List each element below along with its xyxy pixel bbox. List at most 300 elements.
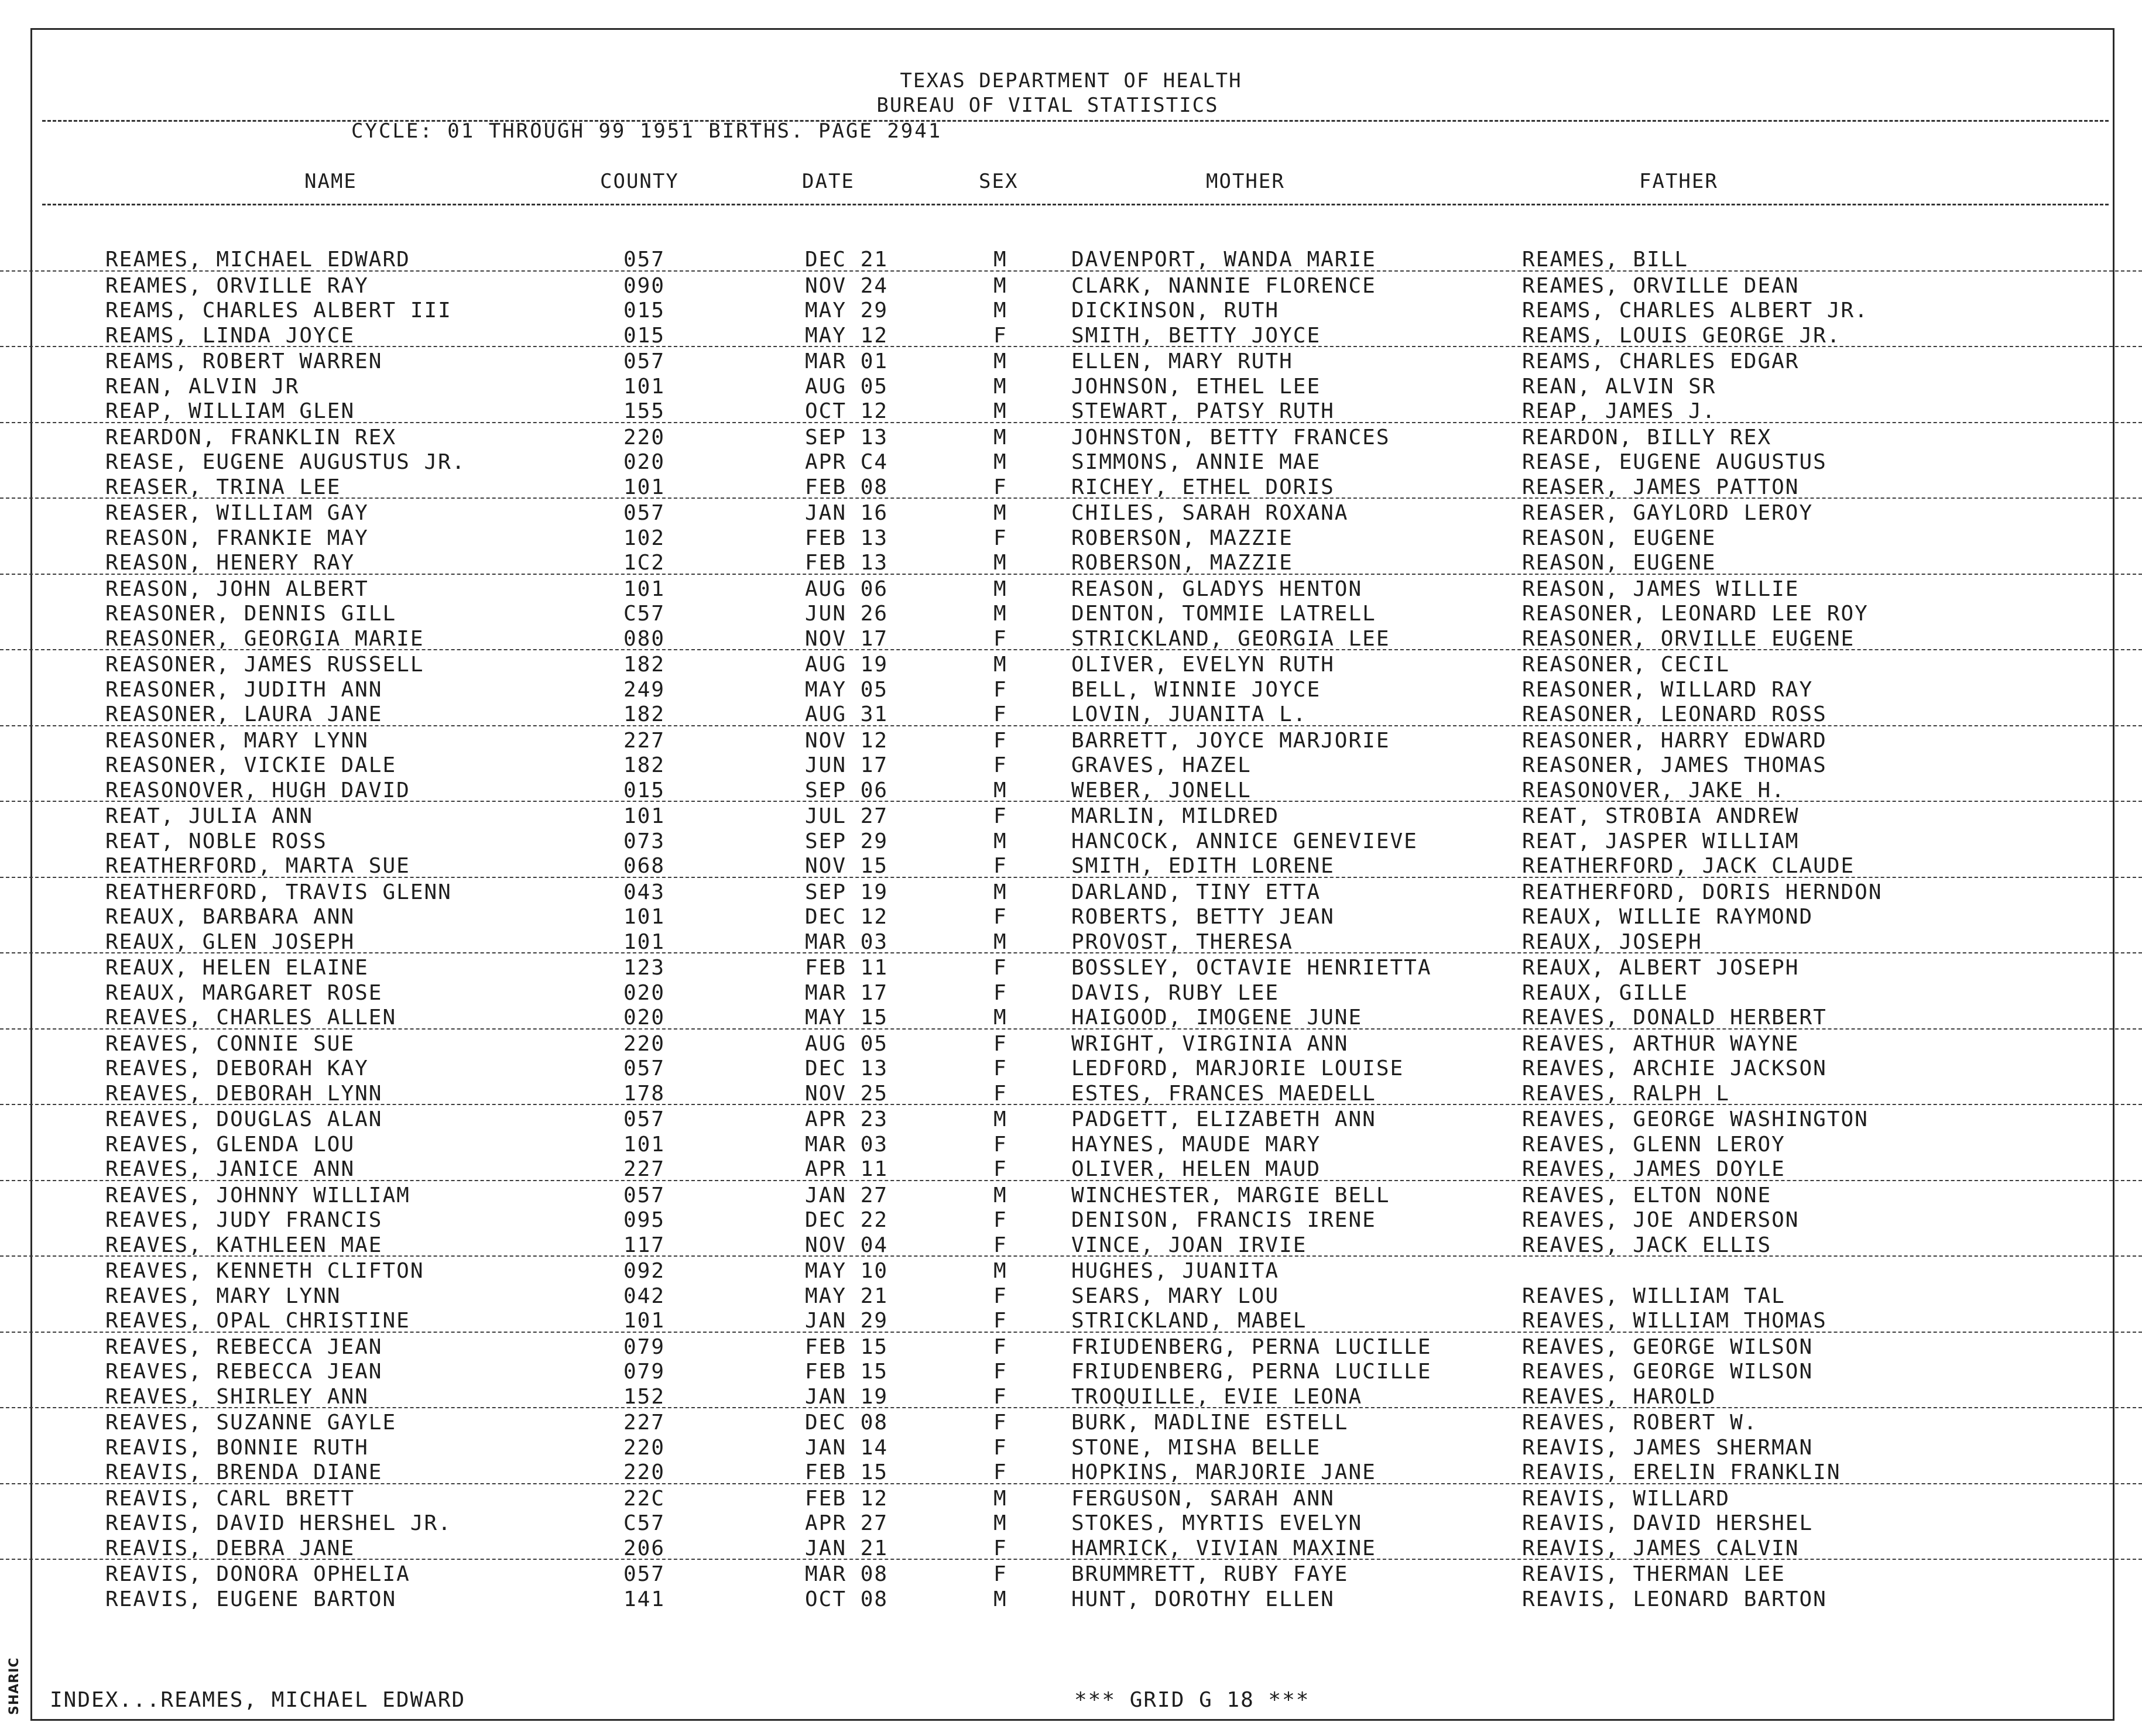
births-table xyxy=(0,245,2142,1610)
table-row xyxy=(0,1257,2142,1282)
cell-name: REAN, ALVIN JR xyxy=(105,374,300,399)
table-row xyxy=(0,1433,2142,1459)
cell-mother: STEWART, PATSY RUTH xyxy=(1071,399,1335,423)
cell-name: REASER, TRINA LEE xyxy=(105,475,341,499)
table-row xyxy=(0,1509,2142,1534)
cell-father: REAMS, CHARLES ALBERT JR. xyxy=(1522,299,1869,323)
table-row xyxy=(0,347,2142,372)
cell-father: REASONOVER, JAKE H. xyxy=(1522,778,1785,802)
table-row xyxy=(0,928,2142,954)
cell-date: MAY 12 xyxy=(805,323,889,348)
cell-mother: DAVIS, RUBY LEE xyxy=(1071,980,1280,1005)
cell-sex: M xyxy=(993,1183,1007,1207)
table-row xyxy=(0,979,2142,1004)
cell-sex: F xyxy=(993,526,1007,550)
cell-father: REAVIS, THERMAN LEE xyxy=(1522,1562,1785,1586)
cell-sex: F xyxy=(993,854,1007,878)
cell-name: REAMS, CHARLES ALBERT III xyxy=(105,299,452,323)
cell-mother: FERGUSON, SARAH ANN xyxy=(1071,1486,1335,1511)
cell-mother: BRUMMRETT, RUBY FAYE xyxy=(1071,1562,1349,1586)
cell-mother: CLARK, NANNIE FLORENCE xyxy=(1071,273,1376,298)
cell-sex: F xyxy=(993,804,1007,828)
column-header-county: COUNTY xyxy=(600,170,679,193)
cell-father: REASONER, HARRY EDWARD xyxy=(1522,728,1827,753)
cell-mother: BARRETT, JOYCE MARJORIE xyxy=(1071,728,1390,753)
cell-mother: HOPKINS, MARJORIE JANE xyxy=(1071,1460,1376,1484)
cell-father: REAVES, GEORGE WILSON xyxy=(1522,1360,1814,1384)
cell-name: REAVES, KATHLEEN MAE xyxy=(105,1233,383,1257)
cell-mother: LOVIN, JUANITA L. xyxy=(1071,702,1307,726)
cell-father: REATHERFORD, JACK CLAUDE xyxy=(1522,854,1855,878)
cell-county: 220 xyxy=(623,425,666,450)
column-header-sex: SEX xyxy=(979,170,1019,193)
cell-mother: HAMRICK, VIVIAN MAXINE xyxy=(1071,1536,1376,1560)
cell-date: FEB 15 xyxy=(805,1460,889,1484)
cell-mother: DICKINSON, RUTH xyxy=(1071,299,1280,323)
cell-date: MAR 03 xyxy=(805,929,889,954)
table-row xyxy=(0,1458,2142,1484)
cell-date: AUG 06 xyxy=(805,577,889,601)
cell-mother: SMITH, EDITH LORENE xyxy=(1071,854,1335,878)
cell-mother: STONE, MISHA BELLE xyxy=(1071,1435,1321,1460)
cell-county: 057 xyxy=(623,1107,666,1131)
cell-name: REASE, EUGENE AUGUSTUS JR. xyxy=(105,450,466,474)
cell-sex: F xyxy=(993,1435,1007,1460)
cell-sex: M xyxy=(993,880,1007,904)
cell-sex: M xyxy=(993,1511,1007,1535)
cell-name: REASONER, MARY LYNN xyxy=(105,728,369,753)
cell-sex: M xyxy=(993,501,1007,525)
table-row xyxy=(0,1357,2142,1382)
cell-father: REASONER, LEONARD LEE ROY xyxy=(1522,602,1869,626)
cell-name: REAVIS, BRENDA DIANE xyxy=(105,1460,383,1484)
cell-name: REAVES, JANICE ANN xyxy=(105,1157,355,1181)
cell-county: 101 xyxy=(623,1132,666,1157)
cell-county: 020 xyxy=(623,980,666,1005)
cell-date: SEP 29 xyxy=(805,829,889,853)
cell-name: REAVIS, DAVID HERSHEL JR. xyxy=(105,1511,452,1535)
cell-name: REAUX, GLEN JOSEPH xyxy=(105,929,355,954)
cell-date: FEB 08 xyxy=(805,475,889,499)
table-row xyxy=(0,473,2142,499)
cell-name: REAVES, JOHNNY WILLIAM xyxy=(105,1183,410,1207)
cell-county: 101 xyxy=(623,905,666,929)
cell-name: REAVIS, DEBRA JANE xyxy=(105,1536,355,1560)
cell-county: 182 xyxy=(623,753,666,777)
cell-father: REAVES, ARTHUR WAYNE xyxy=(1522,1031,1800,1056)
cell-name: REAVES, SHIRLEY ANN xyxy=(105,1384,369,1409)
cell-date: JAN 14 xyxy=(805,1435,889,1460)
cell-sex: F xyxy=(993,1233,1007,1257)
cell-father: REAVIS, LEONARD BARTON xyxy=(1522,1587,1827,1611)
cell-county: 220 xyxy=(623,1031,666,1056)
table-row xyxy=(0,1181,2142,1206)
cell-sex: F xyxy=(993,1562,1007,1586)
cell-county: 068 xyxy=(623,854,666,878)
column-header-father: FATHER xyxy=(1639,170,1718,193)
cell-name: REAVES, KENNETH CLIFTON xyxy=(105,1259,424,1283)
cell-sex: F xyxy=(993,1384,1007,1409)
cell-date: MAY 10 xyxy=(805,1259,889,1283)
cell-county: 079 xyxy=(623,1360,666,1384)
cell-date: FEB 12 xyxy=(805,1486,889,1511)
cell-date: DEC 08 xyxy=(805,1411,889,1435)
cell-name: REATHERFORD, MARTA SUE xyxy=(105,854,410,878)
cell-date: MAR 03 xyxy=(805,1132,889,1157)
cell-county: 227 xyxy=(623,1157,666,1181)
cell-date: FEB 13 xyxy=(805,551,889,575)
cell-name: REAVIS, DONORA OPHELIA xyxy=(105,1562,410,1586)
cell-sex: F xyxy=(993,1284,1007,1308)
cell-mother: SMITH, BETTY JOYCE xyxy=(1071,323,1321,348)
cell-date: MAR 01 xyxy=(805,349,889,373)
cell-sex: F xyxy=(993,702,1007,726)
cell-name: REASON, JOHN ALBERT xyxy=(105,577,369,601)
cell-county: 043 xyxy=(623,880,666,904)
cell-mother: FRIUDENBERG, PERNA LUCILLE xyxy=(1071,1360,1432,1384)
cell-name: REAVES, REBECCA JEAN xyxy=(105,1360,383,1384)
cell-father: REAVIS, JAMES SHERMAN xyxy=(1522,1435,1814,1460)
cell-sex: M xyxy=(993,577,1007,601)
cell-county: 020 xyxy=(623,1006,666,1030)
cell-date: NOV 25 xyxy=(805,1081,889,1106)
cell-county: C57 xyxy=(623,602,666,626)
cell-date: MAY 05 xyxy=(805,677,889,702)
table-row xyxy=(0,321,2142,348)
cell-county: 249 xyxy=(623,677,666,702)
cell-mother: WEBER, JONELL xyxy=(1071,778,1252,802)
table-row xyxy=(0,1130,2142,1155)
cell-date: MAY 21 xyxy=(805,1284,889,1308)
cell-name: REASONER, GEORGIA MARIE xyxy=(105,626,424,651)
cell-sex: F xyxy=(993,1208,1007,1232)
cell-father: REAVES, JOE ANDERSON xyxy=(1522,1208,1800,1232)
cell-sex: M xyxy=(993,349,1007,373)
cell-date: JUN 26 xyxy=(805,602,889,626)
table-row xyxy=(0,1105,2142,1130)
cell-county: 102 xyxy=(623,526,666,550)
cell-sex: F xyxy=(993,1360,1007,1384)
cell-name: REASONER, VICKIE DALE xyxy=(105,753,397,777)
table-row xyxy=(0,650,2142,675)
cell-date: JAN 21 xyxy=(805,1536,889,1560)
cell-father: REAVES, ROBERT W. xyxy=(1522,1411,1758,1435)
cell-county: 220 xyxy=(623,1435,666,1460)
cell-father: REAMS, LOUIS GEORGE JR. xyxy=(1522,323,1841,348)
table-row xyxy=(0,1231,2142,1257)
cell-father: REASER, GAYLORD LEROY xyxy=(1522,501,1814,525)
cell-sex: M xyxy=(993,1486,1007,1511)
cell-name: REAVES, REBECCA JEAN xyxy=(105,1334,383,1359)
cell-mother: MARLIN, MILDRED xyxy=(1071,804,1280,828)
cell-county: 101 xyxy=(623,1309,666,1333)
side-mark: SHARIC xyxy=(7,1657,22,1715)
table-row xyxy=(0,1030,2142,1055)
cell-sex: F xyxy=(993,1309,1007,1333)
table-row xyxy=(0,802,2142,827)
table-row xyxy=(0,499,2142,524)
table-row xyxy=(0,548,2142,575)
cell-county: 155 xyxy=(623,399,666,423)
cell-sex: M xyxy=(993,1006,1007,1030)
cell-county: 22C xyxy=(623,1486,666,1511)
cell-date: AUG 05 xyxy=(805,374,889,399)
cell-mother: WINCHESTER, MARGIE BELL xyxy=(1071,1183,1390,1207)
cell-mother: ROBERSON, MAZZIE xyxy=(1071,526,1293,550)
cell-father: REAP, JAMES J. xyxy=(1522,399,1716,423)
cell-name: REASON, FRANKIE MAY xyxy=(105,526,369,550)
cell-date: SEP 19 xyxy=(805,880,889,904)
cell-father: REAVES, GEORGE WILSON xyxy=(1522,1334,1814,1359)
cell-mother: STRICKLAND, MABEL xyxy=(1071,1309,1307,1333)
cell-mother: TROQUILLE, EVIE LEONA xyxy=(1071,1384,1363,1409)
cell-mother: BOSSLEY, OCTAVIE HENRIETTA xyxy=(1071,956,1432,980)
cell-father: REAVES, ARCHIE JACKSON xyxy=(1522,1056,1827,1080)
cell-date: APR 11 xyxy=(805,1157,889,1181)
cell-mother: CHILES, SARAH ROXANA xyxy=(1071,501,1349,525)
table-row xyxy=(0,878,2142,903)
cell-county: 090 xyxy=(623,273,666,298)
cell-sex: F xyxy=(993,475,1007,499)
cell-mother: DENTON, TOMMIE LATRELL xyxy=(1071,602,1376,626)
cell-mother: DENISON, FRANCIS IRENE xyxy=(1071,1208,1376,1232)
table-row xyxy=(0,1484,2142,1509)
cell-name: REAVES, JUDY FRANCIS xyxy=(105,1208,383,1232)
cell-county: 015 xyxy=(623,323,666,348)
cycle-line: CYCLE: 01 THROUGH 99 1951 BIRTHS. PAGE 2941 xyxy=(351,119,943,143)
cell-date: AUG 19 xyxy=(805,653,889,677)
table-row xyxy=(0,726,2142,752)
cell-father: REATHERFORD, DORIS HERNDON xyxy=(1522,880,1883,904)
cell-date: FEB 15 xyxy=(805,1334,889,1359)
cell-sex: F xyxy=(993,1056,1007,1080)
cell-county: 178 xyxy=(623,1081,666,1106)
cell-mother: OLIVER, EVELYN RUTH xyxy=(1071,653,1335,677)
cell-mother: OLIVER, HELEN MAUD xyxy=(1071,1157,1321,1181)
cell-name: REASONER, JAMES RUSSELL xyxy=(105,653,424,677)
cell-date: OCT 08 xyxy=(805,1587,889,1611)
cell-father: REASONER, CECIL xyxy=(1522,653,1730,677)
cell-date: JAN 16 xyxy=(805,501,889,525)
cell-date: DEC 21 xyxy=(805,248,889,272)
cell-mother: DARLAND, TINY ETTA xyxy=(1071,880,1321,904)
cell-mother: HAIGOOD, IMOGENE JUNE xyxy=(1071,1006,1363,1030)
table-row xyxy=(0,1534,2142,1560)
cell-date: JUL 27 xyxy=(805,804,889,828)
cell-county: 057 xyxy=(623,349,666,373)
table-row xyxy=(0,1306,2142,1333)
cell-county: 117 xyxy=(623,1233,666,1257)
cell-county: C57 xyxy=(623,1511,666,1535)
cell-date: AUG 31 xyxy=(805,702,889,726)
cell-date: NOV 17 xyxy=(805,626,889,651)
cell-date: MAY 29 xyxy=(805,299,889,323)
cell-sex: F xyxy=(993,1536,1007,1560)
cell-name: REAMS, LINDA JOYCE xyxy=(105,323,355,348)
cell-name: REATHERFORD, TRAVIS GLENN xyxy=(105,880,452,904)
table-row xyxy=(0,296,2142,321)
table-row xyxy=(0,1382,2142,1409)
table-row xyxy=(0,1206,2142,1231)
cell-date: OCT 12 xyxy=(805,399,889,423)
cell-date: DEC 13 xyxy=(805,1056,889,1080)
cell-father: REAVES, JAMES DOYLE xyxy=(1522,1157,1785,1181)
cell-father: REAVIS, WILLARD xyxy=(1522,1486,1730,1511)
table-row xyxy=(0,245,2142,272)
table-row xyxy=(0,675,2142,701)
cell-name: REAT, JULIA ANN xyxy=(105,804,314,828)
cell-mother: STOKES, MYRTIS EVELYN xyxy=(1071,1511,1363,1535)
cell-mother: FRIUDENBERG, PERNA LUCILLE xyxy=(1071,1334,1432,1359)
cell-county: 206 xyxy=(623,1536,666,1560)
cell-father: REASON, JAMES WILLIE xyxy=(1522,577,1800,601)
cell-date: FEB 15 xyxy=(805,1360,889,1384)
cell-sex: M xyxy=(993,1107,1007,1131)
cell-mother: ESTES, FRANCES MAEDELL xyxy=(1071,1081,1376,1106)
cell-date: DEC 12 xyxy=(805,905,889,929)
cell-father: REAVIS, ERELIN FRANKLIN xyxy=(1522,1460,1841,1484)
cell-county: 227 xyxy=(623,728,666,753)
cell-county: 182 xyxy=(623,702,666,726)
cell-name: REAMS, ROBERT WARREN xyxy=(105,349,383,373)
cell-mother: PROVOST, THERESA xyxy=(1071,929,1293,954)
cell-mother: ROBERSON, MAZZIE xyxy=(1071,551,1293,575)
cell-father: REAVES, HAROLD xyxy=(1522,1384,1716,1409)
header-rule-bottom xyxy=(42,204,2109,205)
table-row xyxy=(0,1408,2142,1433)
cell-name: REAVES, GLENDA LOU xyxy=(105,1132,355,1157)
table-row xyxy=(0,397,2142,423)
cell-name: REAVES, SUZANNE GAYLE xyxy=(105,1411,397,1435)
cell-mother: HANCOCK, ANNICE GENEVIEVE xyxy=(1071,829,1418,853)
cell-name: REAVES, DOUGLAS ALAN xyxy=(105,1107,383,1131)
cell-county: 073 xyxy=(623,829,666,853)
cell-father: REAVES, WILLIAM TAL xyxy=(1522,1284,1785,1308)
cell-name: REAMES, MICHAEL EDWARD xyxy=(105,248,410,272)
cell-mother: BURK, MADLINE ESTELL xyxy=(1071,1411,1349,1435)
cell-name: REAVES, DEBORAH LYNN xyxy=(105,1081,383,1106)
cell-sex: M xyxy=(993,602,1007,626)
cell-sex: F xyxy=(993,980,1007,1005)
cell-name: REAMES, ORVILLE RAY xyxy=(105,273,369,298)
table-row xyxy=(0,272,2142,297)
grid-label: *** GRID G 18 *** xyxy=(1074,1688,1310,1712)
cell-name: REAVES, CHARLES ALLEN xyxy=(105,1006,397,1030)
cell-sex: M xyxy=(993,653,1007,677)
cell-date: NOV 15 xyxy=(805,854,889,878)
cell-county: 141 xyxy=(623,1587,666,1611)
cell-father: REASE, EUGENE AUGUSTUS xyxy=(1522,450,1827,474)
cell-name: REAP, WILLIAM GLEN xyxy=(105,399,355,423)
table-row xyxy=(0,1333,2142,1358)
cell-date: SEP 13 xyxy=(805,425,889,450)
cell-mother: PADGETT, ELIZABETH ANN xyxy=(1071,1107,1376,1131)
cell-name: REASONER, JUDITH ANN xyxy=(105,677,383,702)
cell-name: REARDON, FRANKLIN REX xyxy=(105,425,397,450)
cell-mother: BELL, WINNIE JOYCE xyxy=(1071,677,1321,702)
cell-sex: F xyxy=(993,1460,1007,1484)
cell-date: DEC 22 xyxy=(805,1208,889,1232)
cell-county: 057 xyxy=(623,248,666,272)
cell-father: REAMES, BILL xyxy=(1522,248,1689,272)
cell-mother: GRAVES, HAZEL xyxy=(1071,753,1252,777)
agency-title: TEXAS DEPARTMENT OF HEALTH xyxy=(900,69,1242,92)
cell-county: 101 xyxy=(623,374,666,399)
index-label: INDEX...REAMES, MICHAEL EDWARD xyxy=(50,1688,466,1712)
table-row xyxy=(0,524,2142,549)
cell-county: 227 xyxy=(623,1411,666,1435)
cell-date: NOV 24 xyxy=(805,273,889,298)
cell-sex: F xyxy=(993,905,1007,929)
cell-father: REAVES, DONALD HERBERT xyxy=(1522,1006,1827,1030)
table-row xyxy=(0,372,2142,397)
cell-mother: JOHNSON, ETHEL LEE xyxy=(1071,374,1321,399)
cell-father: REAN, ALVIN SR xyxy=(1522,374,1716,399)
cell-name: REAVIS, CARL BRETT xyxy=(105,1486,355,1511)
cell-mother: ELLEN, MARY RUTH xyxy=(1071,349,1293,373)
cell-county: 080 xyxy=(623,626,666,651)
table-row xyxy=(0,1585,2142,1610)
cell-sex: M xyxy=(993,425,1007,450)
cell-name: REASER, WILLIAM GAY xyxy=(105,501,369,525)
cell-county: 095 xyxy=(623,1208,666,1232)
cell-sex: F xyxy=(993,956,1007,980)
cell-sex: M xyxy=(993,299,1007,323)
cell-father: REAVES, GEORGE WASHINGTON xyxy=(1522,1107,1869,1131)
cell-county: 057 xyxy=(623,1183,666,1207)
cell-father: REARDON, BILLY REX xyxy=(1522,425,1772,450)
cell-sex: F xyxy=(993,1157,1007,1181)
cell-county: 152 xyxy=(623,1384,666,1409)
cell-date: APR 23 xyxy=(805,1107,889,1131)
cell-county: 057 xyxy=(623,501,666,525)
cell-sex: M xyxy=(993,1259,1007,1283)
cell-father: REAMS, CHARLES EDGAR xyxy=(1522,349,1800,373)
table-row xyxy=(0,827,2142,852)
cell-father: REAVES, JACK ELLIS xyxy=(1522,1233,1772,1257)
cell-sex: M xyxy=(993,778,1007,802)
cell-sex: F xyxy=(993,1334,1007,1359)
cell-name: REAUX, BARBARA ANN xyxy=(105,905,355,929)
table-row xyxy=(0,625,2142,651)
cell-mother: HAYNES, MAUDE MARY xyxy=(1071,1132,1321,1157)
cell-mother: SIMMONS, ANNIE MAE xyxy=(1071,450,1321,474)
cell-father: REASONER, JAMES THOMAS xyxy=(1522,753,1827,777)
cell-date: JAN 19 xyxy=(805,1384,889,1409)
cell-county: 042 xyxy=(623,1284,666,1308)
table-row xyxy=(0,1079,2142,1106)
column-header-name: NAME xyxy=(304,170,357,193)
cell-county: 220 xyxy=(623,1460,666,1484)
cell-sex: M xyxy=(993,551,1007,575)
cell-sex: M xyxy=(993,248,1007,272)
cell-name: REAUX, MARGARET ROSE xyxy=(105,980,383,1005)
column-header-mother: MOTHER xyxy=(1206,170,1285,193)
cell-mother: RICHEY, ETHEL DORIS xyxy=(1071,475,1335,499)
cell-mother: DAVENPORT, WANDA MARIE xyxy=(1071,248,1376,272)
cell-date: MAR 08 xyxy=(805,1562,889,1586)
cell-father: REASER, JAMES PATTON xyxy=(1522,475,1800,499)
cell-sex: F xyxy=(993,1081,1007,1106)
cell-name: REAVIS, BONNIE RUTH xyxy=(105,1435,369,1460)
cell-date: NOV 04 xyxy=(805,1233,889,1257)
cell-county: 079 xyxy=(623,1334,666,1359)
cell-father: REAUX, GILLE xyxy=(1522,980,1689,1005)
table-row xyxy=(0,1155,2142,1181)
table-row xyxy=(0,423,2142,448)
cell-mother: WRIGHT, VIRGINIA ANN xyxy=(1071,1031,1349,1056)
cell-father: REAVIS, DAVID HERSHEL xyxy=(1522,1511,1814,1535)
